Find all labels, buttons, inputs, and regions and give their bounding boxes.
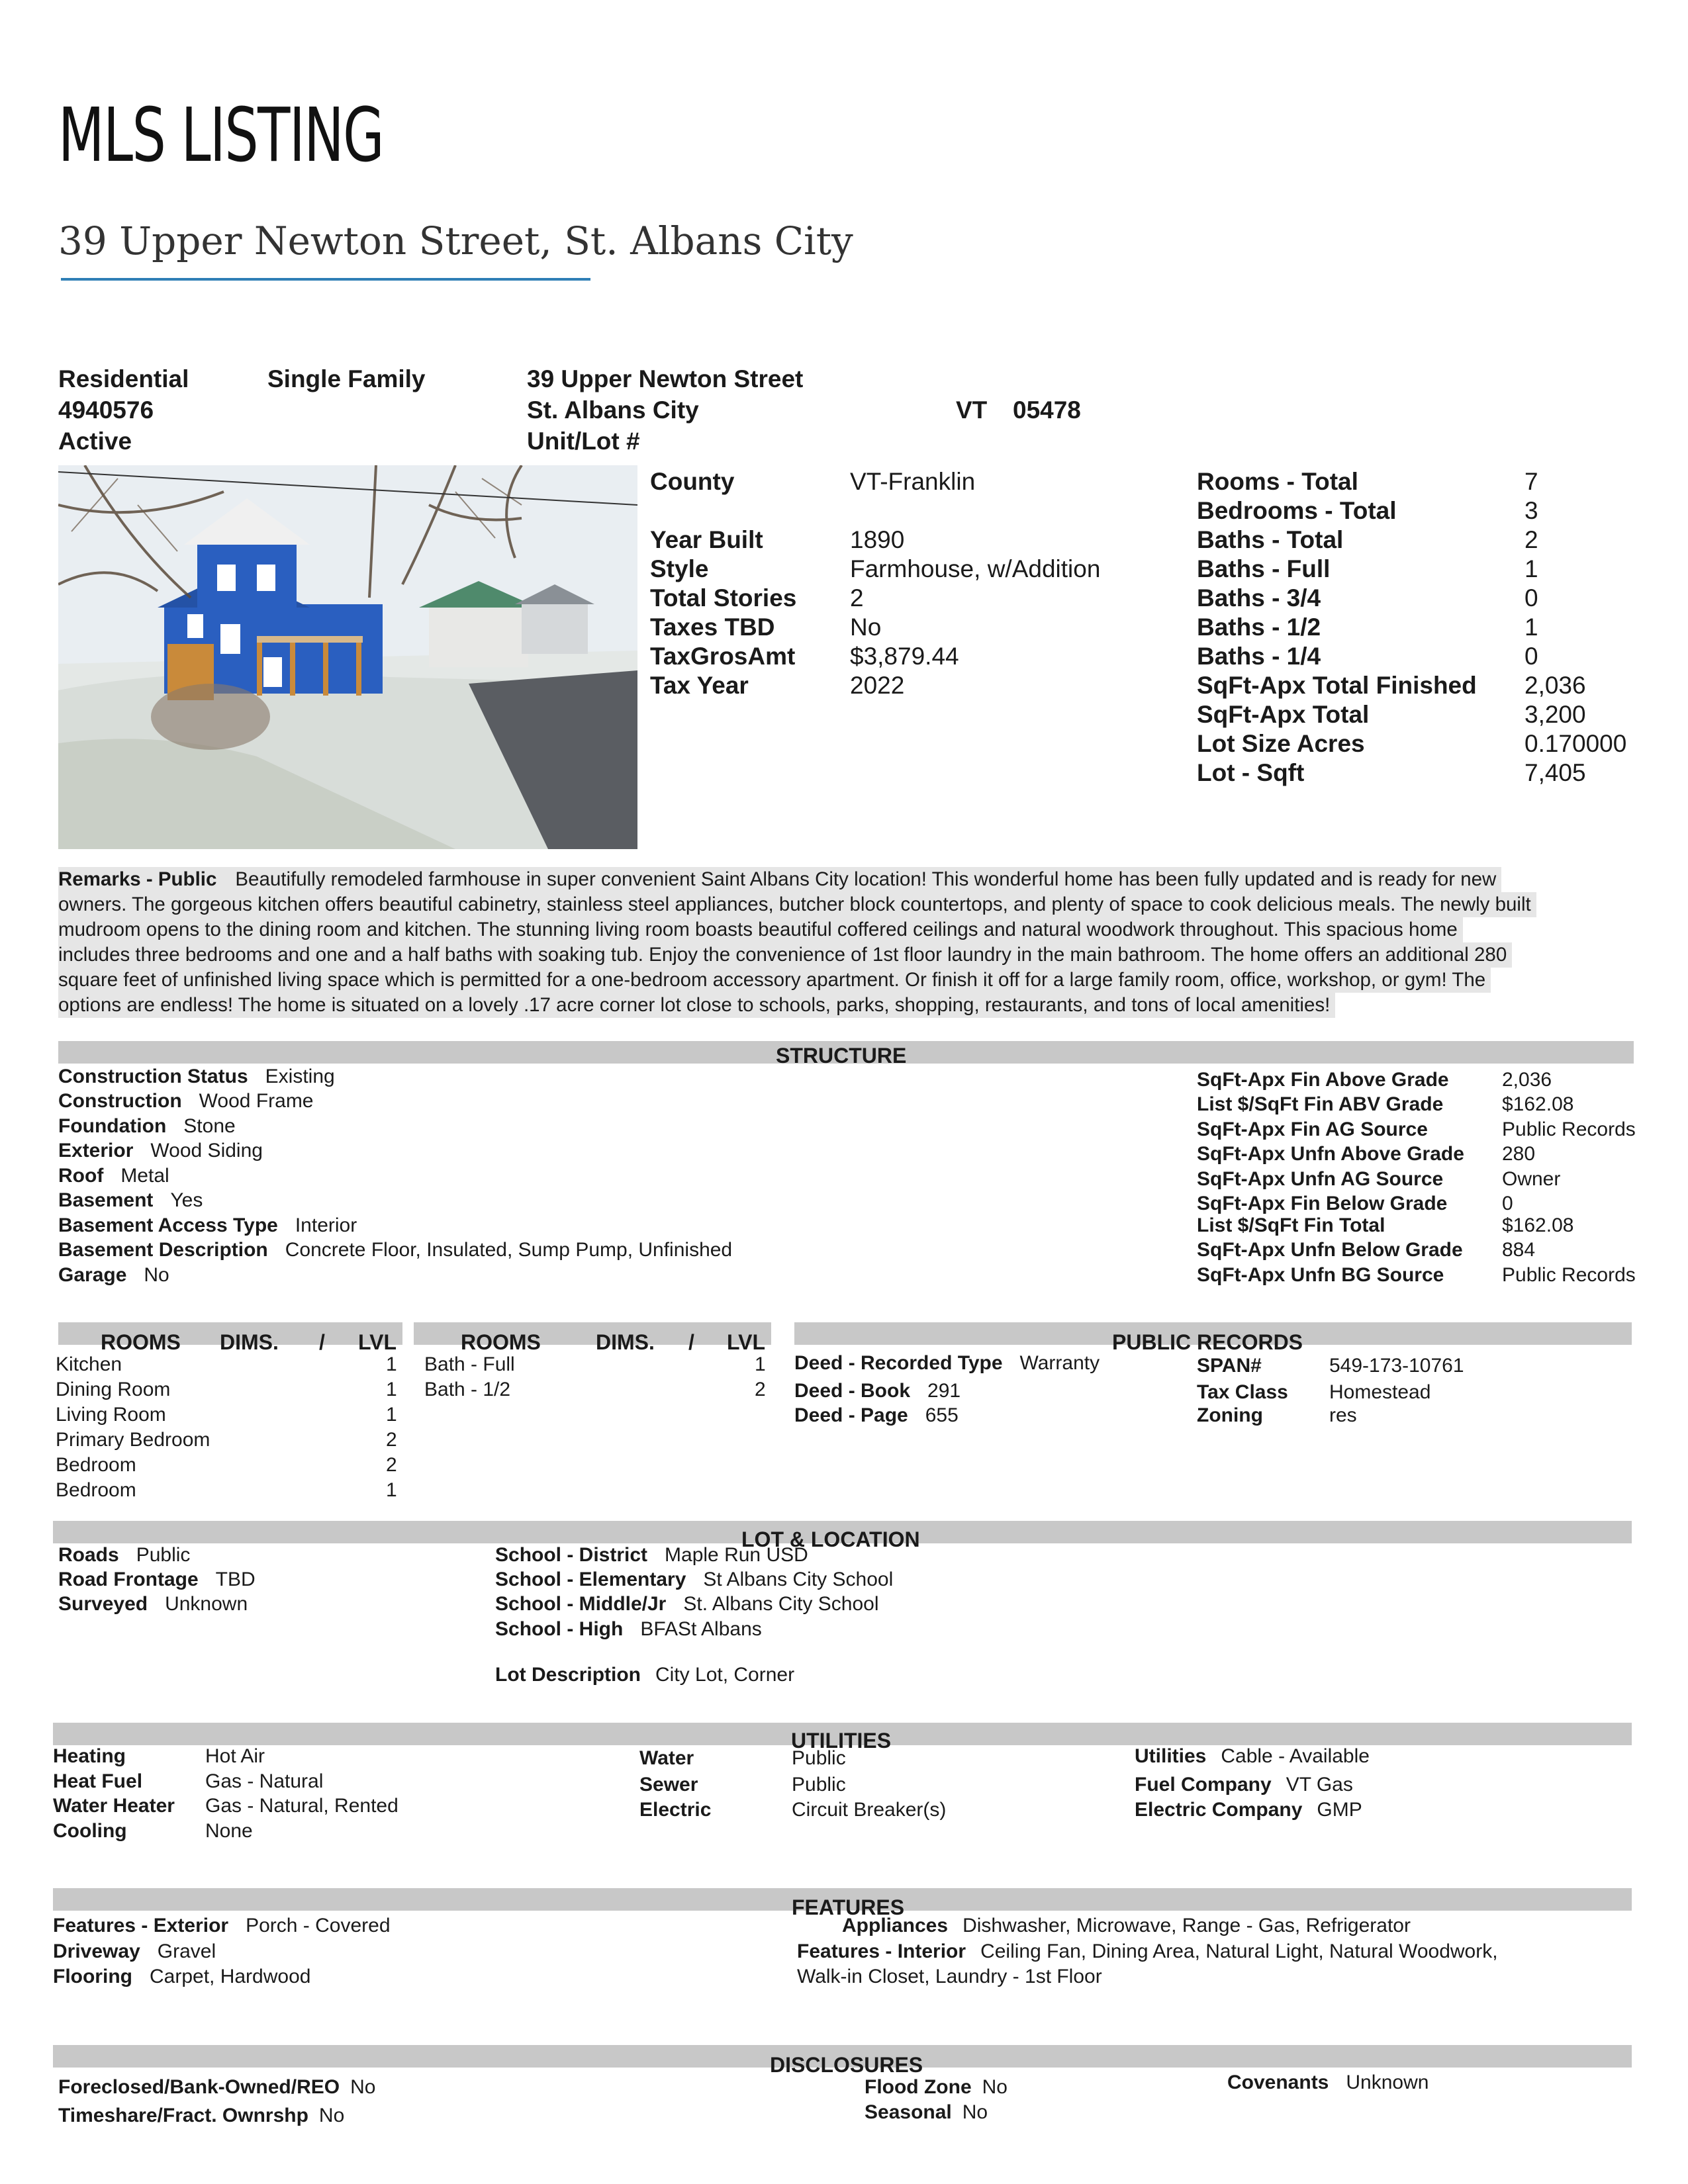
- detail-row: [1197, 525, 1626, 555]
- field-value: None: [205, 1820, 253, 1842]
- remarks-line: [58, 968, 1634, 993]
- disclosure-field: [865, 2076, 1008, 2099]
- section-title-lot-location: LOT & LOCATION: [741, 1527, 920, 1551]
- field-value: 884: [1502, 1239, 1536, 1261]
- utility-field: [639, 1747, 846, 1770]
- utility-field: [53, 1795, 399, 1817]
- field-label: Foreclosed/Bank-Owned/REO: [58, 2076, 340, 2098]
- detail-value: 3: [1524, 497, 1538, 524]
- field-label: Heating: [53, 1745, 126, 1767]
- detail-row: [650, 496, 1100, 525]
- structure-field: [1197, 1214, 1573, 1237]
- field-label: Driveway: [53, 1940, 140, 1962]
- remarks-text: Beautifully remodeled farmhouse in super convenient Saint Albans City location! This wonderful home has been fully updated and is ready for new: [235, 868, 1497, 890]
- utility-field: [53, 1820, 253, 1843]
- structure-field: [1197, 1168, 1560, 1191]
- field-label: SqFt-Apx Fin Below Grade: [1197, 1193, 1448, 1214]
- property-photo: [58, 465, 637, 849]
- detail-row: [1197, 584, 1626, 613]
- room-name: Bedroom: [56, 1454, 136, 1476]
- detail-row: [650, 671, 1100, 700]
- detail-label: TaxGrosAmt: [650, 643, 796, 670]
- field-label: Deed - Book: [794, 1380, 911, 1402]
- remarks-line-text: [58, 993, 1335, 1018]
- structure-field: [58, 1066, 335, 1088]
- field-label: Zoning: [1197, 1404, 1263, 1426]
- detail-label: Lot Size Acres: [1197, 730, 1365, 757]
- field-value: Unknown: [1346, 2071, 1429, 2093]
- detail-row: [1197, 642, 1626, 671]
- field-label: Road Frontage: [58, 1569, 199, 1590]
- field-value: 2,036: [1502, 1069, 1552, 1091]
- structure-field: [1197, 1193, 1513, 1215]
- field-label: Basement Access Type: [58, 1214, 278, 1236]
- public-record-field: [1197, 1404, 1357, 1427]
- structure-field: [58, 1140, 263, 1162]
- section-title-public-records: PUBLIC RECORDS: [1112, 1330, 1303, 1354]
- field-label: SqFt-Apx Unfn BG Source: [1197, 1264, 1444, 1286]
- zip-code: 05478: [1013, 396, 1081, 424]
- field-value: Porch - Covered: [246, 1915, 391, 1936]
- detail-label: Baths - 1/4: [1197, 643, 1321, 670]
- field-value: No: [144, 1264, 169, 1286]
- public-record-field: [1197, 1355, 1464, 1377]
- detail-value: VT-Franklin: [850, 468, 976, 495]
- details-right: [1197, 467, 1626, 788]
- field-value: No: [318, 2105, 345, 2126]
- property-class: Residential: [58, 365, 189, 392]
- field-value: Hot Air: [205, 1745, 265, 1767]
- remarks-text: owners. The gorgeous kitchen offers beautiful cabinetry, stainless steel appliances, butcher block countertops, and plenty of space to cook delicious meals. The newly built: [58, 893, 1531, 915]
- field-value: Maple Run USD: [665, 1544, 808, 1566]
- school-field: [495, 1593, 879, 1615]
- remarks-text: mudroom opens to the dining room and kitchen. The stunning living room boasts beautiful coffered ceilings and natural woodwork throughout. This spacious home: [58, 919, 1458, 940]
- detail-row: [1197, 758, 1626, 788]
- detail-row: [650, 555, 1100, 584]
- feature-field: [53, 1966, 310, 1988]
- utility-field: [1135, 1799, 1362, 1821]
- public-record-field: [794, 1404, 959, 1427]
- dims-header-1: DIMS.: [220, 1330, 279, 1354]
- field-value: Wood Frame: [199, 1090, 314, 1112]
- lot-field: [58, 1569, 256, 1591]
- field-value: Gas - Natural: [205, 1770, 324, 1792]
- field-value: $162.08: [1502, 1093, 1574, 1115]
- field-value: 291: [927, 1380, 961, 1402]
- section-title-features: FEATURES: [792, 1895, 905, 1919]
- structure-field: [58, 1214, 357, 1237]
- field-label: Basement Description: [58, 1239, 268, 1261]
- field-value: Metal: [120, 1165, 169, 1187]
- structure-field: [58, 1090, 314, 1113]
- field-label: List $/SqFt Fin ABV Grade: [1197, 1093, 1444, 1115]
- field-value: TBD: [215, 1569, 256, 1590]
- address-subtitle: 39 Upper Newton Street, St. Albans City: [58, 218, 853, 263]
- field-value: Wood Siding: [150, 1140, 263, 1161]
- listing-id: 4940576: [58, 396, 154, 424]
- room-level: 1: [386, 1404, 397, 1426]
- rooms-header-1: ROOMS: [101, 1330, 181, 1354]
- field-label: School - Middle/Jr: [495, 1593, 667, 1615]
- disclosure-field: [1227, 2071, 1429, 2094]
- field-value: 655: [925, 1404, 959, 1426]
- field-label: School - High: [495, 1618, 624, 1640]
- field-label: Covenants: [1227, 2071, 1329, 2093]
- field-value: No: [982, 2076, 1008, 2098]
- field-value: Public Records: [1502, 1264, 1636, 1286]
- field-label: Foundation: [58, 1115, 167, 1137]
- street-address: 39 Upper Newton Street: [527, 365, 804, 392]
- structure-field: [58, 1239, 732, 1261]
- detail-label: Style: [650, 555, 709, 582]
- room-name: Bath - Full: [424, 1353, 515, 1375]
- unit-lot-label: Unit/Lot #: [527, 428, 640, 455]
- detail-value: 1: [1524, 555, 1538, 582]
- room-name: Kitchen: [56, 1353, 122, 1375]
- field-label: Garage: [58, 1264, 127, 1286]
- detail-value: 0.170000: [1524, 730, 1627, 757]
- detail-value: 1: [1524, 614, 1538, 641]
- remarks-line: [58, 942, 1634, 968]
- detail-value: 7,405: [1524, 759, 1586, 786]
- detail-row: [1197, 729, 1626, 758]
- feature-field: [53, 1940, 216, 1963]
- field-label: Surveyed: [58, 1593, 148, 1615]
- field-label: Flood Zone: [865, 2076, 972, 2098]
- structure-field: [58, 1115, 236, 1138]
- field-value: St Albans City School: [703, 1569, 894, 1590]
- structure-field: [58, 1165, 169, 1187]
- field-value: Yes: [170, 1189, 203, 1211]
- room-level: 1: [755, 1353, 766, 1375]
- remarks-line-text: [58, 892, 1536, 917]
- field-value: 549-173-10761: [1329, 1355, 1464, 1377]
- disclosure-field: [58, 2076, 375, 2099]
- detail-label: [650, 496, 850, 525]
- field-value: Warranty: [1019, 1352, 1100, 1374]
- remarks-line-text: [58, 968, 1491, 993]
- remarks-text: options are endless! The home is situated on a lovely .17 acre corner lot close to schools, parks, shopping, restaurants, and tons of local amenities!: [58, 994, 1331, 1016]
- remarks-text: square feet of unfinished living space which is permitted for a one-bedroom accessory apartment. Or finish it off for a large family room, office, workshop, or gym! The: [58, 969, 1486, 991]
- field-label: Electric Company: [1135, 1799, 1303, 1821]
- detail-label: Baths - 1/2: [1197, 614, 1321, 641]
- field-label: Seasonal: [865, 2101, 952, 2123]
- utility-field: [53, 1770, 323, 1793]
- utility-field: [53, 1745, 265, 1768]
- structure-field: [1197, 1093, 1573, 1116]
- field-value: 280: [1502, 1143, 1536, 1165]
- field-label: Heat Fuel: [53, 1770, 143, 1792]
- detail-row: [1197, 671, 1626, 700]
- public-record-field: [1197, 1381, 1430, 1404]
- field-label: Utilities: [1135, 1745, 1207, 1767]
- detail-label: Tax Year: [650, 672, 749, 699]
- utility-field: [639, 1774, 846, 1796]
- field-value: Stone: [183, 1115, 236, 1137]
- structure-field: [1197, 1239, 1535, 1261]
- detail-value: 2: [850, 584, 864, 612]
- room-name: Bath - 1/2: [424, 1379, 511, 1400]
- utility-field: [1135, 1745, 1370, 1768]
- detail-label: Taxes TBD: [650, 614, 775, 641]
- features-interior-cont: Walk-in Closet, Laundry - 1st Floor: [797, 1966, 1102, 1987]
- field-label: Water Heater: [53, 1795, 175, 1817]
- field-label: SqFt-Apx Fin Above Grade: [1197, 1069, 1449, 1091]
- public-record-field: [794, 1380, 961, 1402]
- field-value: Interior: [295, 1214, 357, 1236]
- structure-field: [1197, 1264, 1636, 1287]
- field-value: Public: [792, 1747, 846, 1769]
- remarks-line: [58, 892, 1634, 917]
- detail-value: 0: [1524, 584, 1538, 612]
- detail-value: 3,200: [1524, 701, 1586, 728]
- features-interior: Features - Interior Ceiling Fan, Dining Area, Natural Light, Natural Woodwork,: [797, 1940, 1498, 1962]
- structure-field: [1197, 1069, 1552, 1091]
- detail-label: Year Built: [650, 526, 763, 553]
- detail-label: Rooms - Total: [1197, 468, 1358, 495]
- field-label: SqFt-Apx Unfn Above Grade: [1197, 1143, 1464, 1165]
- utility-field: [639, 1799, 946, 1821]
- remarks-line: [58, 867, 1634, 892]
- structure-field: [58, 1189, 203, 1212]
- field-label: Electric: [639, 1799, 712, 1821]
- city: St. Albans City: [527, 396, 699, 424]
- field-value: St. Albans City School: [683, 1593, 879, 1615]
- field-value: No: [350, 2076, 376, 2098]
- detail-label: Lot - Sqft: [1197, 759, 1305, 786]
- remarks-label: Remarks - Public: [58, 868, 217, 890]
- field-value: $162.08: [1502, 1214, 1574, 1236]
- disclosure-field: [58, 2105, 344, 2127]
- structure-field: [1197, 1143, 1535, 1165]
- field-label: Construction Status: [58, 1066, 248, 1087]
- remarks-line-text: [58, 917, 1463, 942]
- field-label: SqFt-Apx Unfn Below Grade: [1197, 1239, 1463, 1261]
- detail-value: 2,036: [1524, 672, 1586, 699]
- accent-underline: [61, 278, 590, 281]
- section-title-utilities: UTILITIES: [791, 1729, 892, 1752]
- slash-header-1: /: [319, 1330, 325, 1354]
- field-label: Timeshare/Fract. Ownrshp: [58, 2105, 308, 2126]
- feature-field: [53, 1915, 391, 1937]
- detail-label: Bedrooms - Total: [1197, 497, 1397, 524]
- field-label: Cooling: [53, 1820, 127, 1842]
- field-label: School - Elementary: [495, 1569, 686, 1590]
- remarks-line: [58, 917, 1634, 942]
- detail-row: [1197, 555, 1626, 584]
- field-label: Deed - Recorded Type: [794, 1352, 1003, 1374]
- field-label: Features - Exterior: [53, 1915, 229, 1936]
- field-value: res: [1329, 1404, 1357, 1426]
- detail-label: Baths - 3/4: [1197, 584, 1321, 612]
- detail-value: 7: [1524, 468, 1538, 495]
- detail-row: [650, 613, 1100, 642]
- detail-row: [650, 642, 1100, 671]
- field-label: Deed - Page: [794, 1404, 908, 1426]
- field-value: VT Gas: [1286, 1774, 1353, 1796]
- room-level: 1: [386, 1353, 397, 1375]
- field-label: SqFt-Apx Fin AG Source: [1197, 1118, 1428, 1140]
- remarks-line-text: [58, 867, 1501, 892]
- detail-value: 2022: [850, 672, 905, 699]
- field-value: Homestead: [1329, 1381, 1431, 1403]
- disclosure-field: [865, 2101, 988, 2124]
- detail-row: [650, 584, 1100, 613]
- field-value: No: [962, 2101, 988, 2123]
- field-label: List $/SqFt Fin Total: [1197, 1214, 1385, 1236]
- lvl-header-2: LVL: [727, 1330, 766, 1354]
- detail-value: Farmhouse, w/Addition: [850, 555, 1101, 582]
- property-type: Single Family: [267, 365, 426, 392]
- field-value: Gas - Natural, Rented: [205, 1795, 399, 1817]
- room-level: 2: [755, 1379, 766, 1400]
- field-label: SqFt-Apx Unfn AG Source: [1197, 1168, 1444, 1190]
- field-label: Water: [639, 1747, 694, 1769]
- field-value: Gravel: [157, 1940, 216, 1962]
- room-name: Living Room: [56, 1404, 166, 1426]
- field-label: Basement: [58, 1189, 154, 1211]
- detail-value: $3,879.44: [850, 643, 959, 670]
- remarks-text: includes three bedrooms and one and a half baths with soaking tub. Enjoy the convenience of 1st floor laundry in the main bathroom. The home offers an additional 280: [58, 944, 1507, 966]
- field-value: Public Records: [1502, 1118, 1636, 1140]
- field-value: 0: [1502, 1193, 1513, 1214]
- detail-label: Baths - Full: [1197, 555, 1331, 582]
- slash-header-2: /: [688, 1330, 694, 1354]
- page-title: MLS LISTING: [58, 93, 384, 179]
- details-left: [650, 467, 1100, 700]
- detail-row: [1197, 496, 1626, 525]
- field-value: Cable - Available: [1221, 1745, 1370, 1767]
- remarks-line-text: [58, 942, 1512, 968]
- school-field: [495, 1618, 762, 1641]
- field-label: Roads: [58, 1544, 119, 1566]
- detail-row: [1197, 613, 1626, 642]
- field-value: GMP: [1317, 1799, 1362, 1821]
- room-name: Dining Room: [56, 1379, 171, 1400]
- detail-label: County: [650, 468, 735, 495]
- detail-value: 2: [1524, 526, 1538, 553]
- field-label: School - District: [495, 1544, 648, 1566]
- field-value: Concrete Floor, Insulated, Sump Pump, Unfinished: [285, 1239, 733, 1261]
- field-value: Carpet, Hardwood: [149, 1966, 311, 1987]
- field-value: BFASt Albans: [640, 1618, 762, 1640]
- structure-field: [1197, 1118, 1636, 1141]
- detail-value: 1890: [850, 526, 905, 553]
- detail-value: 0: [1524, 643, 1538, 670]
- field-label: SPAN#: [1197, 1355, 1262, 1377]
- room-level: 1: [386, 1379, 397, 1400]
- structure-field: [58, 1264, 169, 1287]
- field-value: Unknown: [165, 1593, 248, 1615]
- room-level: 2: [386, 1454, 397, 1476]
- school-field: [495, 1569, 893, 1591]
- detail-label: SqFt-Apx Total Finished: [1197, 672, 1477, 699]
- utility-field: [1135, 1774, 1353, 1796]
- field-label: Tax Class: [1197, 1381, 1288, 1403]
- field-value: Existing: [265, 1066, 335, 1087]
- detail-row: [1197, 700, 1626, 729]
- field-label: Roof: [58, 1165, 104, 1187]
- detail-row: [650, 525, 1100, 555]
- public-record-field: [794, 1352, 1100, 1375]
- state: VT: [956, 396, 988, 424]
- lvl-header-1: LVL: [358, 1330, 397, 1354]
- section-title-structure: STRUCTURE: [776, 1044, 907, 1068]
- field-value: Public: [792, 1774, 846, 1796]
- detail-value: No: [850, 614, 882, 641]
- field-label: Flooring: [53, 1966, 132, 1987]
- detail-row: [650, 467, 1100, 496]
- room-level: 2: [386, 1429, 397, 1451]
- section-title-disclosures: DISCLOSURES: [770, 2053, 923, 2077]
- remarks-public: [58, 867, 1634, 1018]
- lot-field: [58, 1593, 248, 1615]
- room-name: Primary Bedroom: [56, 1429, 211, 1451]
- school-field: [495, 1544, 808, 1567]
- remarks-line: [58, 993, 1634, 1018]
- detail-label: SqFt-Apx Total: [1197, 701, 1370, 728]
- field-value: Owner: [1502, 1168, 1561, 1190]
- field-value: Circuit Breaker(s): [792, 1799, 947, 1821]
- field-label: Exterior: [58, 1140, 134, 1161]
- detail-label: Baths - Total: [1197, 526, 1344, 553]
- lot-field: [58, 1544, 190, 1567]
- field-label: Sewer: [639, 1774, 698, 1796]
- room-level: 1: [386, 1479, 397, 1501]
- lot-description: Lot Description City Lot, Corner: [495, 1664, 795, 1686]
- detail-label: Total Stories: [650, 584, 797, 612]
- listing-status: Active: [58, 428, 132, 455]
- dims-header-2: DIMS.: [596, 1330, 655, 1354]
- room-name: Bedroom: [56, 1479, 136, 1501]
- appliances: Appliances Dishwasher, Microwave, Range - Gas, Refrigerator: [842, 1915, 1411, 1936]
- field-label: Fuel Company: [1135, 1774, 1272, 1796]
- field-value: Public: [136, 1544, 191, 1566]
- detail-row: [1197, 467, 1626, 496]
- field-label: Construction: [58, 1090, 182, 1112]
- rooms-header-2: ROOMS: [461, 1330, 541, 1354]
